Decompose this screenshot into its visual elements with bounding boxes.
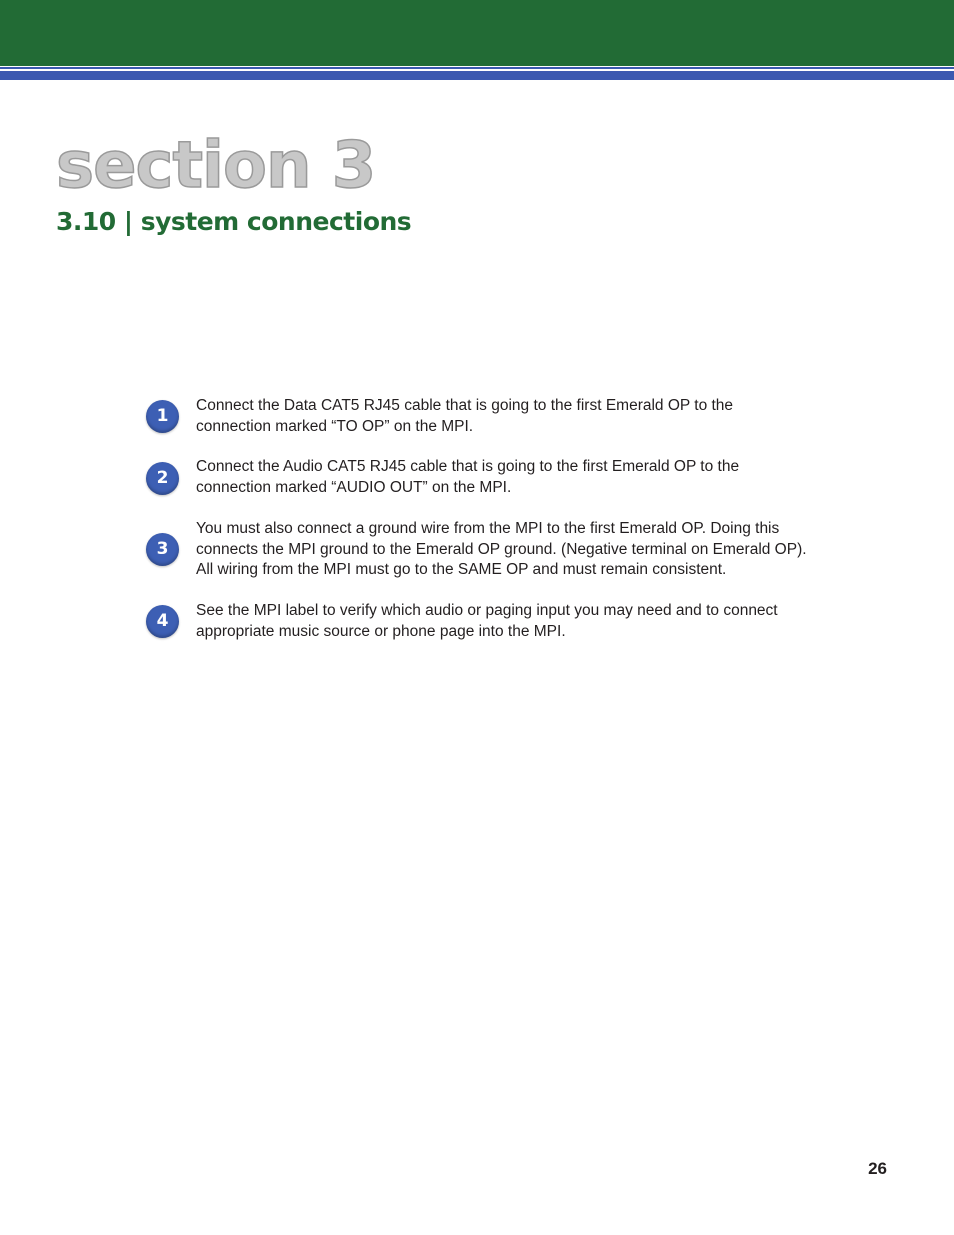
step-text [196,519,807,581]
step-text-line: See the MPI label to verify which audio or paging input you may need and to connect [196,601,778,619]
step-number-badge: 2 [146,462,179,495]
step-number-badge: 1 [146,400,179,433]
step-text-line: appropriate music source or phone page into the MPI. [196,622,566,640]
step-text-line: You must also connect a ground wire from the MPI to the first Emerald OP. Doing this [196,519,780,537]
step-number-badge: 4 [146,605,179,638]
step-number-badge: 3 [146,533,179,566]
step-text-line: connection marked “TO OP” on the MPI. [196,417,474,435]
header-band [0,0,954,66]
header-rule-thick [0,71,954,80]
header-rule-thin [0,67,954,69]
step-text-line: Connect the Audio CAT5 RJ45 cable that is going to the first Emerald OP to the [196,458,740,476]
step-text-line: All wiring from the MPI must go to the SAME OP and must remain consistent. [196,561,727,579]
step-item-1 [146,396,836,437]
step-text [196,457,739,498]
step-item-3 [146,519,836,581]
step-item-2 [146,457,836,498]
step-text [196,396,733,437]
page-number: 26 [868,1159,887,1178]
section-title: section 3 [56,129,376,203]
step-item-4 [146,601,836,642]
subsection-title: 3.10 | system connections [56,207,412,236]
steps-list [146,396,836,662]
step-text [196,601,778,642]
step-text-line: connection marked “AUDIO OUT” on the MPI. [196,479,512,497]
step-text-line: connects the MPI ground to the Emerald OP ground. (Negative terminal on Emerald OP). [196,540,807,558]
step-text-line: Connect the Data CAT5 RJ45 cable that is going to the first Emerald OP to the [196,397,734,414]
